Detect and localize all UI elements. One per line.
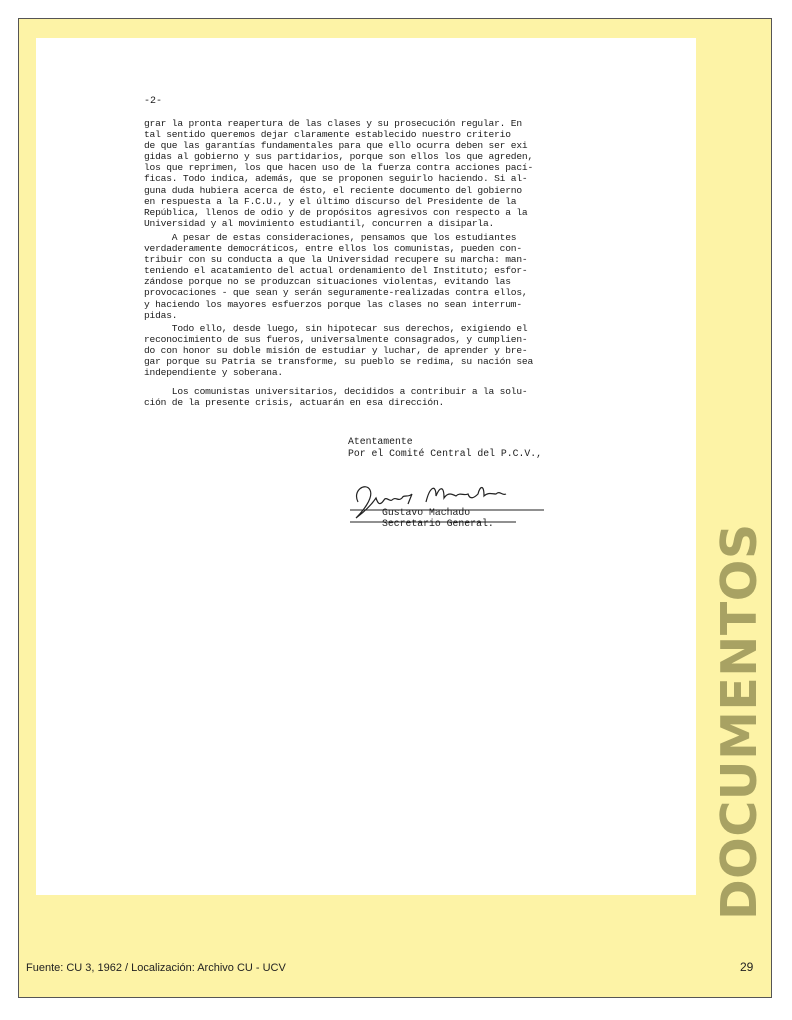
side-title: DOCUMENTOS: [711, 523, 768, 920]
paragraph-3: Todo ello, desde luego, sin hipotecar sus derechos, exigiendo el reconocimiento de sus fueros, universalmente consagrados, y cumplien- do con honor su doble misión de estudiar y luchar, de aprender y bre- gar porque su Patria se transforme, su pueblo se redima, su nación sea independiente y soberana.: [144, 323, 534, 379]
signatory-block: Gustavo Machado Secretario General.: [382, 507, 494, 529]
paragraph-4: Los comunistas universitarios, decididos a contribuir a la solu- ción de la presente crisis, actuarán en esa dirección.: [144, 386, 528, 409]
paragraph-2: A pesar de estas consideraciones, pensamos que los estudiantes verdaderamente democráticos, entre ellos los comunistas, pueden con- tribuir con su conducta a que la Universidad recupere su marcha: man- teniendo el acatamiento del actual ordenamiento del Instituto; esfor- zándose porque no se produzcan situaciones violentas, evitando las provocaciones - que sean y serán seguramente-realizadas contra ellos, y haciendo los mayores esfuerzos porque las clases no sean interrum- pidas.: [144, 232, 528, 321]
closing-salutation: Atentamente Por el Comité Central del P.C.V.,: [348, 436, 543, 459]
source-caption: Fuente: CU 3, 1962 / Localización: Archivo CU - UCV: [26, 962, 286, 974]
page-number: 29: [740, 960, 754, 974]
paragraph-1: grar la pronta reapertura de las clases y su prosecución regular. En tal sentido queremos dejar claramente establecido nuestro criterio de que las garantías fundamentales para que ello ocurra deben ser exi gidas al gobierno y sus partidarios, porque son ellos los que agreden, los que reprimen, los que hacen uso de la fuerza contra acciones pací- ficas. Todo indica, además, que se proponen seguirlo haciendo. Si al- guna duda hubiera acerca de ésto, el reciente documento del gobierno en respuesta a la F.C.U., y el último discurso del Presidente de la República, llenos de odio y de propósitos agresivos con respecto a la Universidad y al movimiento estudiantil, concurren a disiparla.: [144, 118, 534, 229]
document-page-label: -2-: [144, 96, 163, 107]
